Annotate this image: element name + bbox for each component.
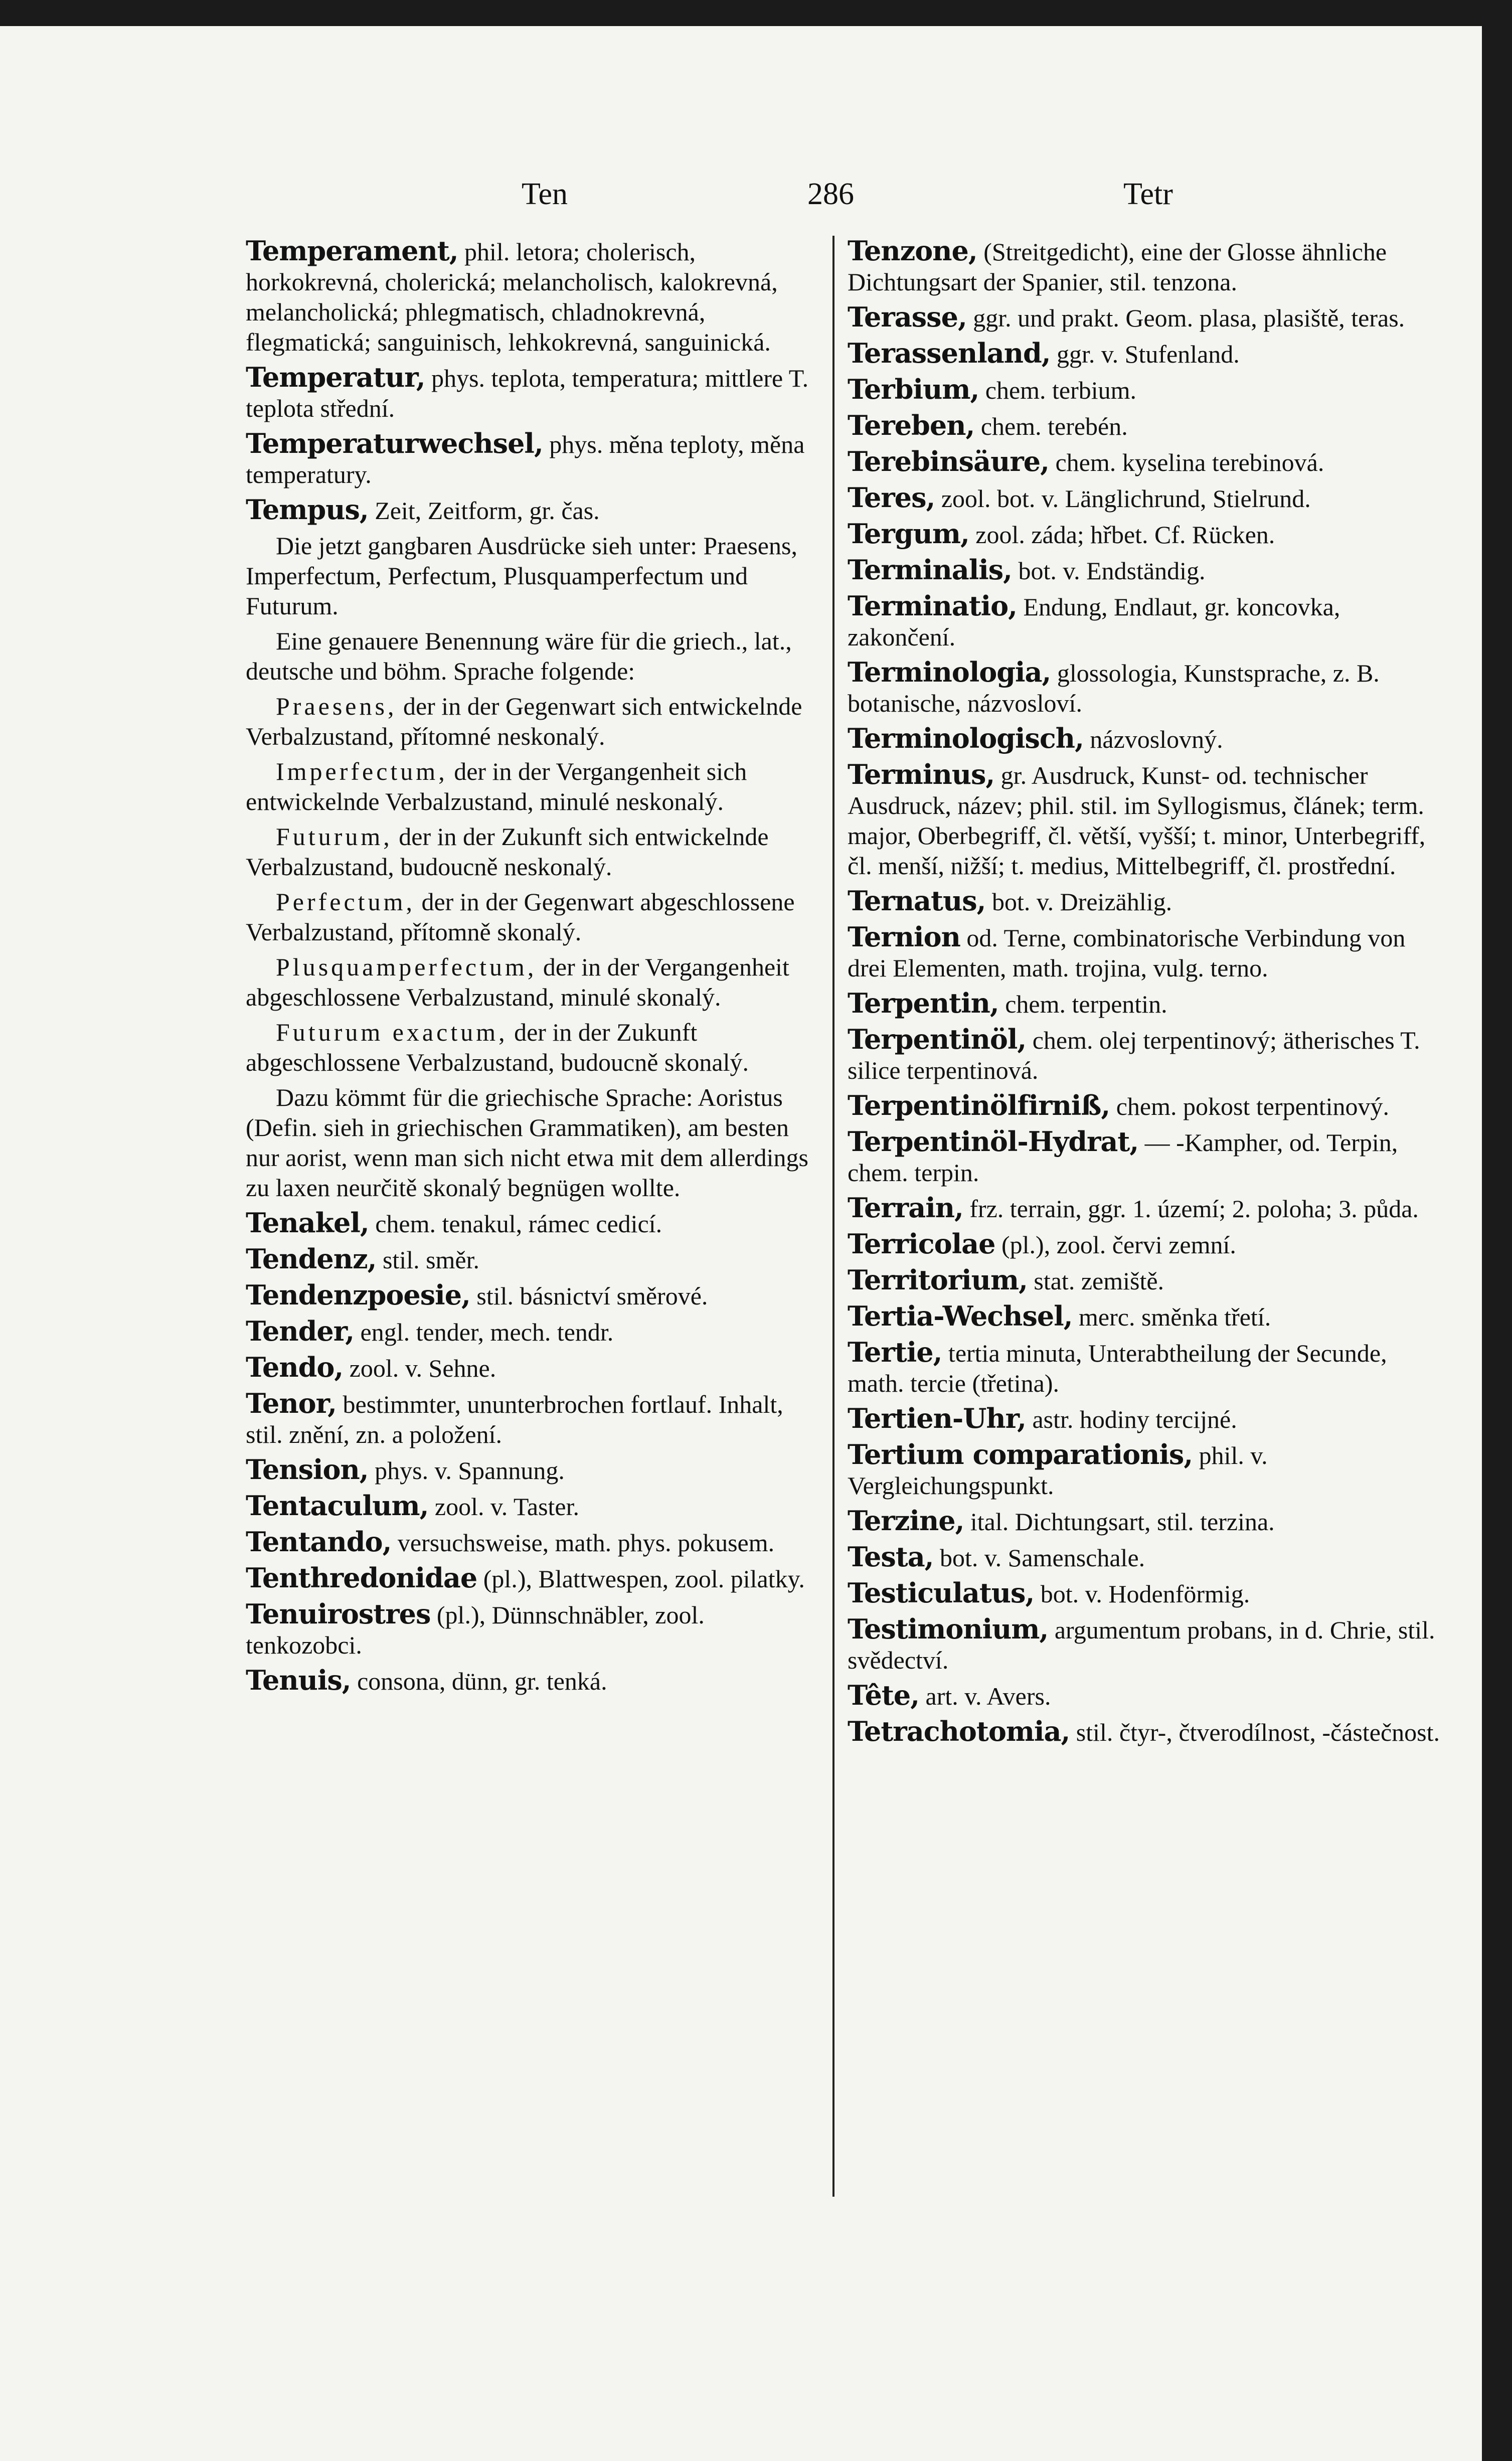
entry-definition: zool. v. Sehne. xyxy=(343,1354,496,1382)
entry-headword: Tenthredonidae xyxy=(246,1562,477,1594)
tense-term: Plusquamperfectum, xyxy=(276,953,537,981)
entry-paragraph xyxy=(246,531,822,621)
dictionary-entry xyxy=(848,657,1444,718)
entry-headword: Terpentinöl, xyxy=(848,1023,1027,1055)
entry-headword: Temperatur, xyxy=(246,361,425,393)
entry-paragraph xyxy=(246,756,822,816)
dictionary-entry xyxy=(848,922,1444,983)
entry-headword: Territorium, xyxy=(848,1264,1028,1296)
entry-definition: consona, dünn, gr. tenká. xyxy=(351,1667,607,1695)
dictionary-entry xyxy=(246,428,822,489)
header-right-guide-word: Tetr xyxy=(1123,177,1173,211)
entry-headword: Tertia-Wechsel, xyxy=(848,1300,1073,1332)
entry-headword: Tetrachotomia, xyxy=(848,1715,1070,1747)
entry-paragraph xyxy=(246,1082,822,1203)
entry-definition: glossologia, Kunstsprache, z. B. botanische, názvosloví. xyxy=(848,659,1380,717)
dictionary-entry xyxy=(246,362,822,423)
entry-headword: Terricolae xyxy=(848,1228,995,1260)
entry-headword: Tension, xyxy=(246,1453,369,1486)
dictionary-entry xyxy=(848,555,1444,586)
dictionary-entry xyxy=(848,1506,1444,1537)
dictionary-entry xyxy=(848,1403,1444,1434)
entry-headword: Tenzone, xyxy=(848,235,977,267)
dictionary-entry xyxy=(848,446,1444,477)
paragraph-text: der in der Vergangenheit abgeschlossene Verbalzustand, minulé skonalý. xyxy=(246,953,789,1011)
entry-definition: phys. teplota, temperatura; mittlere T. teplota střední. xyxy=(246,364,809,422)
dictionary-entry xyxy=(848,410,1444,441)
entry-definition: Zeit, Zeitform, gr. čas. xyxy=(368,497,600,525)
dictionary-entry xyxy=(848,1578,1444,1609)
entry-headword: Terbium, xyxy=(848,373,979,405)
dictionary-entry xyxy=(848,988,1444,1019)
entry-definition: stil. básnictví směrové. xyxy=(470,1282,708,1310)
entry-headword: Terminatio, xyxy=(848,590,1017,622)
right-column xyxy=(848,236,1444,1752)
entry-headword: Testa, xyxy=(848,1541,934,1573)
tense-term: Imperfectum, xyxy=(276,757,448,785)
entry-definition: stil. směr. xyxy=(376,1246,480,1274)
entry-headword: Terpentin, xyxy=(848,987,999,1019)
entry-headword: Terebinsäure, xyxy=(848,445,1049,477)
paragraph-text: der in der Gegenwart sich entwickelnde Verbalzustand, přítomné neskonalý. xyxy=(246,692,802,750)
entry-definition: zool. bot. v. Länglichrund, Stielrund. xyxy=(935,484,1311,513)
dictionary-entry xyxy=(848,1716,1444,1747)
tense-term: Futurum exactum, xyxy=(276,1018,508,1046)
entry-definition: ggr. und prakt. Geom. plasa, plasiště, teras. xyxy=(966,304,1405,332)
entry-definition: argumentum probans, in d. Chrie, stil. svědectví. xyxy=(848,1616,1435,1674)
entry-definition: phys. v. Spannung. xyxy=(368,1456,565,1485)
dictionary-entry xyxy=(848,302,1444,333)
entry-definition: chem. terebén. xyxy=(974,412,1128,440)
entry-headword: Tentaculum, xyxy=(246,1490,429,1522)
dictionary-entry xyxy=(246,1599,822,1660)
running-header xyxy=(0,177,1482,237)
entry-definition: ital. Dichtungsart, stil. terzina. xyxy=(964,1508,1275,1536)
dictionary-entry xyxy=(848,236,1444,297)
dictionary-entry xyxy=(246,1208,822,1239)
entry-paragraph xyxy=(246,626,822,686)
entry-definition: gr. Ausdruck, Kunst- od. technischer Ausdruck, název; phil. stil. im Syllogismus, článek; term. major, Oberbegriff, čl. větší, vyšší; t. minor, Unterbegriff, čl. menší, nižší; t. medius, Mittelbegriff, čl. prostřední. xyxy=(848,761,1426,880)
entry-headword: Tendo, xyxy=(246,1351,344,1383)
entry-headword: Tenuirostres xyxy=(246,1598,431,1630)
entry-headword: Tempus, xyxy=(246,494,369,526)
entry-definition: art. v. Avers. xyxy=(919,1682,1051,1710)
entry-headword: Testiculatus, xyxy=(848,1577,1035,1609)
entry-definition: chem. tenakul, rámec cedicí. xyxy=(369,1210,662,1238)
header-left-guide-word: Ten xyxy=(522,177,568,211)
dictionary-entry xyxy=(848,1265,1444,1296)
paragraph-text: der in der Zukunft abgeschlossene Verbalzustand, budoucně skonalý. xyxy=(246,1018,749,1076)
entry-definition: bot. v. Endständig. xyxy=(1012,557,1206,585)
entry-definition: (pl.), zool. červi zemní. xyxy=(995,1231,1236,1259)
dictionary-entry xyxy=(848,1126,1444,1188)
column-divider xyxy=(832,236,834,2197)
scan-border-top xyxy=(0,0,1512,26)
entry-headword: Tereben, xyxy=(848,409,975,441)
dictionary-entry xyxy=(246,1244,822,1275)
entry-definition: stat. zemiště. xyxy=(1027,1267,1164,1295)
entry-definition: phil. letora; cholerisch, horkokrevná, cholerická; melancholisch, kalokrevná, melancholická; phlegmatisch, chladnokrevná, flegmatická; sanguinisch, lehkokrevná, sanguinická. xyxy=(246,238,778,356)
entry-headword: Tertie, xyxy=(848,1336,942,1368)
entry-definition: zool. v. Taster. xyxy=(428,1493,580,1521)
entry-definition: názvoslovný. xyxy=(1083,725,1223,753)
entry-definition: zool. záda; hřbet. Cf. Rücken. xyxy=(969,521,1275,549)
entry-headword: Tergum, xyxy=(848,518,969,550)
dictionary-entry xyxy=(848,374,1444,405)
dictionary-entry xyxy=(848,1337,1444,1398)
entry-headword: Tenuis, xyxy=(246,1664,351,1696)
entry-definition: chem. terpentin. xyxy=(998,990,1167,1018)
dictionary-entry xyxy=(848,886,1444,917)
paragraph-text: Eine genauere Benennung wäre für die griech., lat., deutsche und böhm. Sprache folgende: xyxy=(246,627,792,685)
entry-headword: Teres, xyxy=(848,481,935,514)
entry-definition: versuchsweise, math. phys. pokusem. xyxy=(391,1529,775,1557)
paragraph-text: der in der Vergangenheit sich entwickelnde Verbalzustand, minulé neskonalý. xyxy=(246,757,747,815)
dictionary-entry xyxy=(848,1439,1444,1501)
entry-definition: phys. měna teploty, měna temperatury. xyxy=(246,430,805,488)
entry-headword: Tendenzpoesie, xyxy=(246,1279,470,1311)
entry-definition: (pl.), Blattwespen, zool. pilatky. xyxy=(477,1565,805,1593)
entry-definition: Endung, Endlaut, gr. koncovka, zakončení. xyxy=(848,593,1340,651)
entry-headword: Terpentinölfirniß, xyxy=(848,1089,1110,1121)
scan-border-right xyxy=(1482,0,1512,2461)
entry-definition: (Streitgedicht), eine der Glosse ähnliche Dichtungsart der Spanier, stil. tenzona. xyxy=(848,238,1387,296)
dictionary-entry xyxy=(848,723,1444,754)
entry-headword: Terzine, xyxy=(848,1505,964,1537)
dictionary-entry xyxy=(246,1280,822,1311)
entry-headword: Terrain, xyxy=(848,1192,963,1224)
entry-definition: merc. směnka třetí. xyxy=(1072,1303,1271,1331)
dictionary-entry xyxy=(246,1665,822,1696)
entry-headword: Terminus, xyxy=(848,758,995,790)
entry-headword: Terminologia, xyxy=(848,656,1051,688)
entry-headword: Tender, xyxy=(246,1315,355,1347)
entry-definition: tertia minuta, Unterabtheilung der Secunde, math. tercie (třetina). xyxy=(848,1339,1387,1397)
entry-headword: Tertium comparationis, xyxy=(848,1438,1193,1470)
entry-headword: Terminologisch, xyxy=(848,722,1084,754)
dictionary-entry xyxy=(848,1542,1444,1573)
entry-definition: chem. pokost terpentinový. xyxy=(1110,1092,1390,1120)
paragraph-text: Die jetzt gangbaren Ausdrücke sieh unter: Praesens, Imperfectum, Perfectum, Plusquamperfectum und Futurum. xyxy=(246,532,797,620)
entry-definition: bot. v. Samenschale. xyxy=(933,1544,1145,1572)
entry-headword: Tête, xyxy=(848,1679,920,1711)
tense-term: Praesens, xyxy=(276,692,397,720)
tense-term: Futurum, xyxy=(276,823,393,851)
dictionary-entry xyxy=(848,1229,1444,1260)
entry-definition: bot. v. Hodenförmig. xyxy=(1034,1580,1250,1608)
entry-headword: Tenakel, xyxy=(246,1207,369,1239)
dictionary-entry xyxy=(848,1090,1444,1121)
dictionary-entry xyxy=(246,495,822,526)
entry-definition: bot. v. Dreizählig. xyxy=(985,888,1172,916)
entry-headword: Temperaturwechsel, xyxy=(246,427,543,459)
paragraph-text: der in der Gegenwart abgeschlossene Verbalzustand, přítomně skonalý. xyxy=(246,888,795,946)
entry-headword: Tentando, xyxy=(246,1526,392,1558)
entry-definition: chem. terbium. xyxy=(979,376,1137,404)
left-column xyxy=(246,236,822,1701)
entry-headword: Temperament, xyxy=(246,235,458,267)
dictionary-entry xyxy=(246,1563,822,1594)
entry-definition: astr. hodiny tercijné. xyxy=(1026,1405,1237,1433)
entry-headword: Terpentinöl-Hydrat, xyxy=(848,1125,1139,1158)
entry-definition: phil. v. Vergleichungspunkt. xyxy=(848,1441,1268,1500)
dictionary-entry xyxy=(246,1352,822,1383)
dictionary-entry xyxy=(848,1680,1444,1711)
entry-definition: bestimmter, ununterbrochen fortlauf. Inhalt, stil. znění, zn. a položení. xyxy=(246,1390,783,1448)
entry-headword: Ternatus, xyxy=(848,885,986,917)
entry-definition: (pl.), Dünnschnäbler, zool. tenkozobci. xyxy=(246,1601,705,1659)
entry-headword: Tenor, xyxy=(246,1387,337,1419)
entry-definition: od. Terne, combinatorische Verbindung von drei Elementen, math. trojina, vulg. terno. xyxy=(848,924,1406,982)
entry-definition: frz. terrain, ggr. 1. území; 2. poloha; 3. půda. xyxy=(963,1195,1419,1223)
dictionary-entry xyxy=(848,1024,1444,1085)
entry-headword: Testimonium, xyxy=(848,1613,1049,1645)
entry-headword: Terminalis, xyxy=(848,554,1012,586)
entry-definition: — -Kampher, od. Terpin, chem. terpin. xyxy=(848,1128,1398,1187)
paragraph-text: der in der Zukunft sich entwickelnde Verbalzustand, budoucně neskonalý. xyxy=(246,823,769,881)
entry-headword: Tertien-Uhr, xyxy=(848,1402,1026,1434)
entry-paragraph xyxy=(246,691,822,751)
tense-term: Perfectum, xyxy=(276,888,415,916)
dictionary-entry xyxy=(848,338,1444,369)
entry-definition: chem. kyselina terebinová. xyxy=(1049,448,1324,476)
entry-headword: Ternion xyxy=(848,921,960,953)
dictionary-entry xyxy=(246,236,822,357)
entry-paragraph xyxy=(246,887,822,947)
entry-definition: ggr. v. Stufenland. xyxy=(1050,340,1240,368)
entry-paragraph xyxy=(246,952,822,1012)
entry-headword: Tendenz, xyxy=(246,1243,377,1275)
dictionary-entry xyxy=(848,519,1444,550)
dictionary-entry xyxy=(848,1614,1444,1675)
entry-definition: stil. čtyr-, čtverodílnost, -částečnost. xyxy=(1070,1718,1440,1746)
dictionary-entry xyxy=(848,759,1444,881)
entry-definition: engl. tender, mech. tendr. xyxy=(354,1318,614,1346)
dictionary-entry xyxy=(246,1527,822,1558)
entry-headword: Terasse, xyxy=(848,301,967,333)
dictionary-entry xyxy=(246,1454,822,1486)
entry-definition: chem. olej terpentinový; ätherisches T. silice terpentinová. xyxy=(848,1026,1420,1084)
dictionary-entry xyxy=(848,1193,1444,1224)
dictionary-entry xyxy=(848,482,1444,514)
page-number: 286 xyxy=(807,177,854,211)
dictionary-entry xyxy=(848,1301,1444,1332)
dictionary-entry xyxy=(246,1491,822,1522)
paragraph-text: Dazu kömmt für die griechische Sprache: Aoristus (Defin. sieh in griechischen Grammatiken), am besten nur aorist, wenn man sich nicht etwa mit dem allerdings zu laxen neurčitě skonalý begnügen wollte. xyxy=(246,1083,808,1202)
entry-paragraph xyxy=(246,1017,822,1077)
entry-headword: Terassenland, xyxy=(848,337,1051,369)
dictionary-entry xyxy=(246,1388,822,1449)
dictionary-entry xyxy=(848,591,1444,652)
entry-paragraph xyxy=(246,822,822,882)
dictionary-entry xyxy=(246,1316,822,1347)
